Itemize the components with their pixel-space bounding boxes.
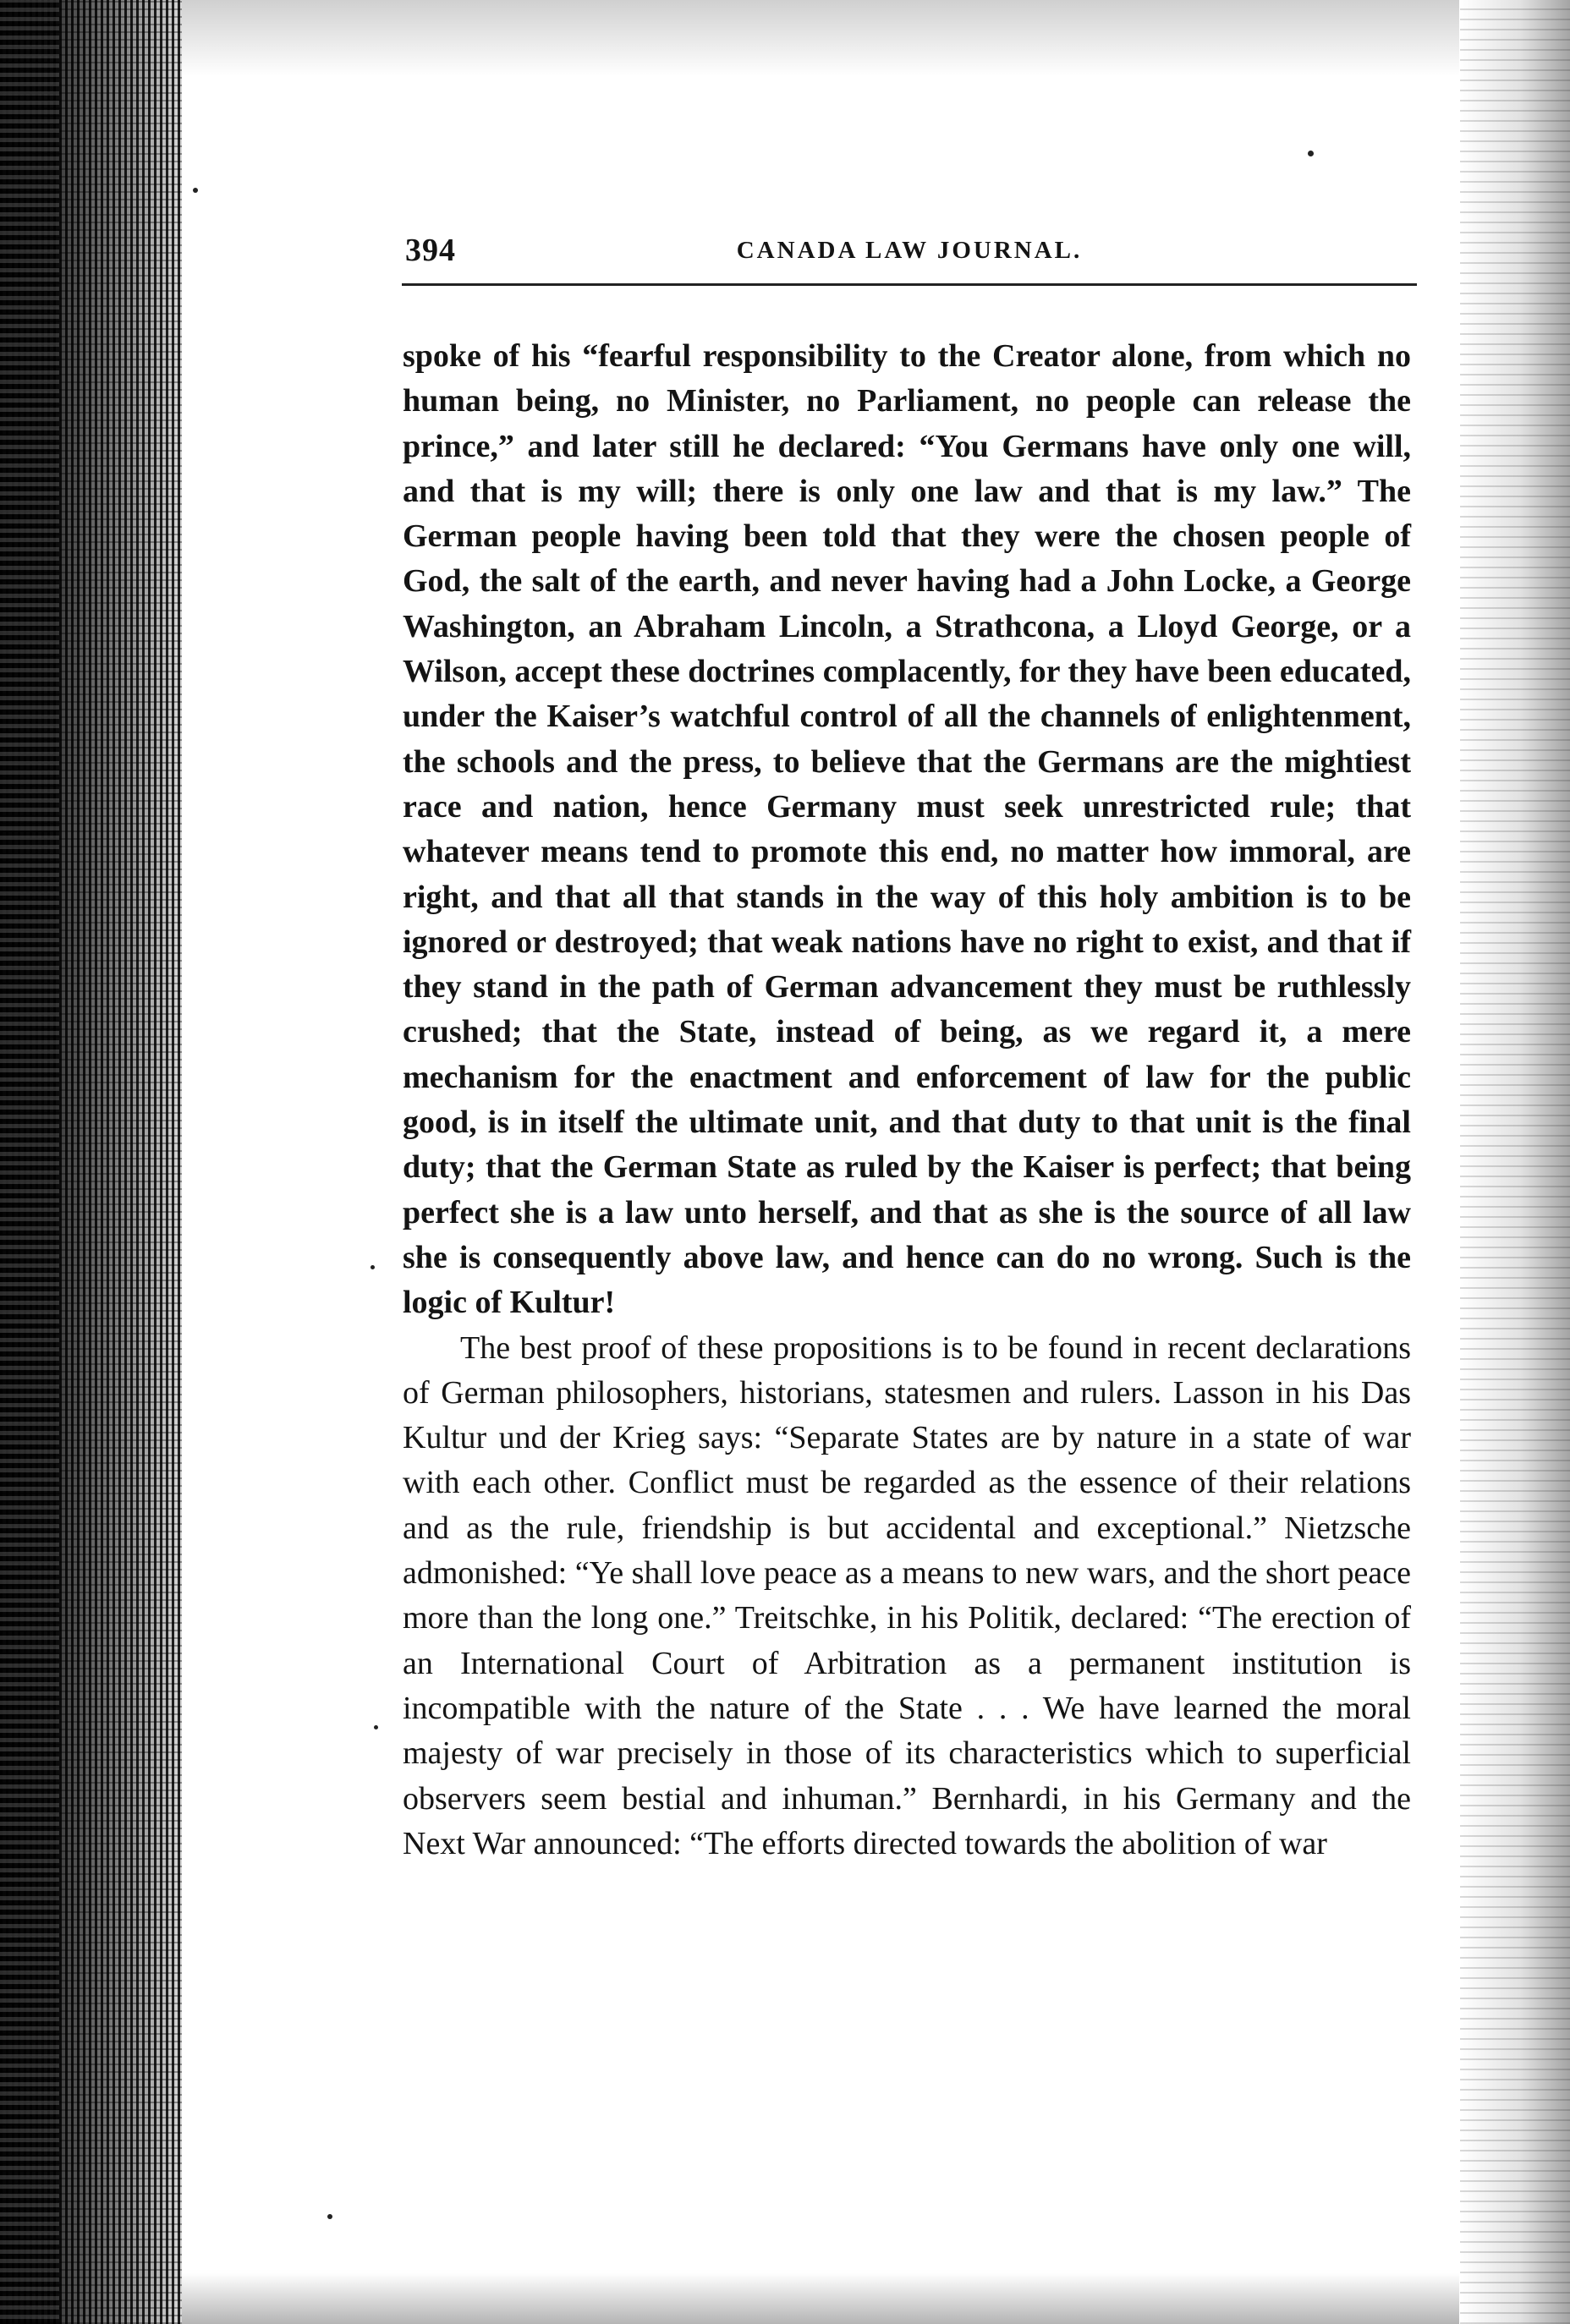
scan-edge-right <box>1460 0 1570 2324</box>
scan-edge-top <box>182 0 1459 76</box>
header-rule <box>402 283 1417 286</box>
scan-edge-bottom <box>182 2273 1459 2324</box>
body-text <box>403 334 1411 1866</box>
scan-speck <box>371 1265 375 1269</box>
scan-speck <box>327 2214 332 2219</box>
paragraph: spoke of his “fearful responsibility to the Creator alone, from which no human being, no Minister, no Parliament, no people can release the prince,” and later still he declared: “You Germans have only one will, and that is my will; there is only one law and that is my law.” The German people having been told that they were the chosen people of God, the salt of the earth, and never having had a John Locke, a George Washington, an Abraham Lincoln, a Strathcona, a Lloyd George, or a Wilson, accept these doctrines complacently, for they have been educated, under the Kaiser’s watchful control of all the channels of enlightenment, the schools and the press, to believe that the Germans are the mightiest race and nation, hence Germany must seek unrestricted rule; that whatever means tend to promote this end, no matter how immoral, are right, and that all that stands in the way of this holy ambition is to be ignored or destroyed; that weak nations have no right to exist, and that if they stand in the path of German advancement they must be ruthlessly crushed; that the State, instead of being, as we regard it, a mere mechanism for the enactment and enforcement of law for the public good, is in itself the ultimate unit, and that duty to that unit is the final duty; that the German State as ruled by the Kaiser is perfect; that being perfect she is a law unto herself, and that as she is the source of all law she is consequently above law, and hence can do no wrong. Such is the logic of Kultur! <box>403 338 1411 1321</box>
scan-speck <box>1308 151 1314 156</box>
running-head: CANADA LAW JOURNAL. <box>736 237 1083 264</box>
scan-speck <box>193 188 198 193</box>
book-spine-shadow <box>0 0 59 2324</box>
paragraph: The best proof of these propositions is to be found in recent declarations of German philosophers, historians, statesmen and rulers. Lasson in his Das Kultur und der Krieg says: “Separate States are by nature in a state of war with each other. Conflict must be regarded as the essence of their relations and as the rule, friendship is but accidental and exceptional.” Nietzsche admonished: “Ye shall love peace as a means to new wars, and the short peace more than the long one.” Treitschke, in his Politik, declared: “The erection of an International Court of Arbitration as a permanent institution is incompatible with the nature of the State . . . We have learned the moral majesty of war precisely in those of its characteristics which to superficial observers seem bestial and inhuman.” Bernhardi, in his Germany and the Next War announced: “The efforts directed towards the abolition of war <box>403 1329 1411 1861</box>
scan-speck <box>374 1725 378 1729</box>
page-header <box>402 227 1417 277</box>
page-number: 394 <box>405 233 456 268</box>
